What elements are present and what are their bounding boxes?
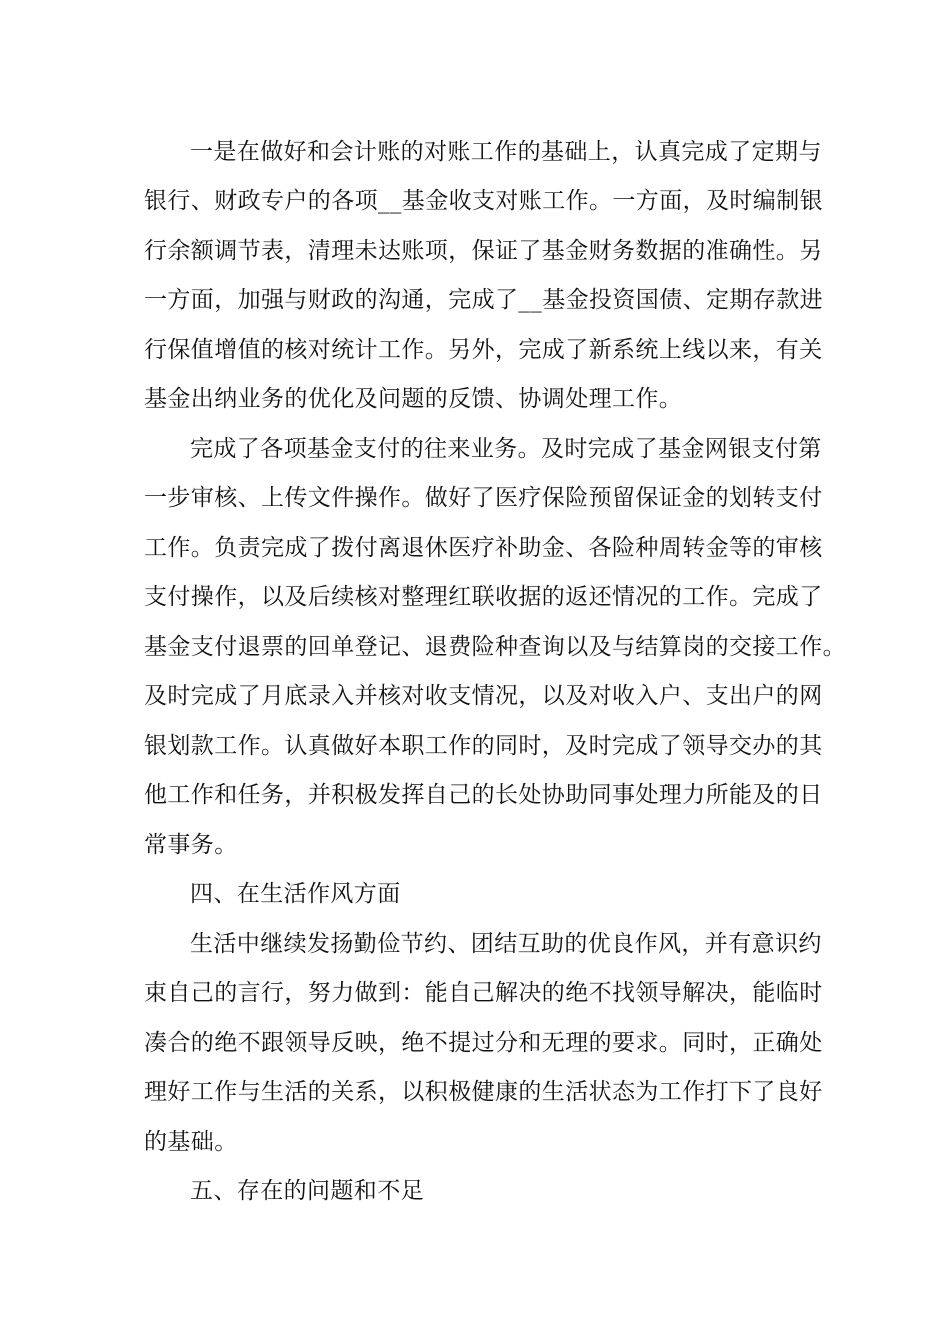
section-heading-4: 四、在生活作风方面 (190, 881, 401, 907)
paragraph-2-line-3: 工作。负责完成了拨付离退休医疗补助金、各险种周转金等的审核 (144, 535, 823, 561)
paragraph-2-line-9: 常事务。 (144, 832, 238, 858)
paragraph-1-line-4: 一方面，加强与财政的沟通，完成了__基金投资国债、定期存款进 (144, 287, 823, 313)
paragraph-2-line-7: 银划款工作。认真做好本职工作的同时，及时完成了领导交办的其 (144, 733, 823, 759)
paragraph-3-line-3: 凑合的绝不跟领导反映，绝不提过分和无理的要求。同时，正确处 (144, 1030, 823, 1056)
paragraph-2-line-8: 他工作和任务，并积极发挥自己的长处协助同事处理力所能及的日 (144, 782, 823, 808)
paragraph-2-line-5: 基金支付退票的回单登记、退费险种查询以及与结算岗的交接工作。 (144, 634, 846, 660)
paragraph-2-line-1: 完成了各项基金支付的往来业务。及时完成了基金网银支付第 (190, 436, 822, 462)
paragraph-2-line-6: 及时完成了月底录入并核对收支情况，以及对收入户、支出户的网 (144, 683, 823, 709)
paragraph-1-line-3: 行余额调节表，清理未达账项，保证了基金财务数据的准确性。另 (144, 238, 823, 264)
paragraph-1-line-6: 基金出纳业务的优化及问题的反馈、协调处理工作。 (144, 386, 683, 412)
paragraph-3-line-5: 的基础。 (144, 1129, 238, 1155)
paragraph-3-line-2: 束自己的言行，努力做到：能自己解决的绝不找领导解决，能临时 (144, 980, 823, 1006)
paragraph-1-line-2: 银行、财政专户的各项__基金收支对账工作。一方面，及时编制银 (144, 188, 823, 214)
section-heading-5: 五、存在的问题和不足 (190, 1178, 424, 1204)
paragraph-1-line-5: 行保值增值的核对统计工作。另外，完成了新系统上线以来，有关 (144, 337, 823, 363)
paragraph-2-line-2: 一步审核、上传文件操作。做好了医疗保险预留保证金的划转支付 (144, 485, 823, 511)
paragraph-2-line-4: 支付操作，以及后续核对整理红联收据的返还情况的工作。完成了 (144, 584, 823, 610)
paragraph-3-line-4: 理好工作与生活的关系，以积极健康的生活状态为工作打下了良好 (144, 1079, 823, 1105)
paragraph-1-line-1: 一是在做好和会计账的对账工作的基础上，认真完成了定期与 (190, 139, 822, 165)
paragraph-3-line-1: 生活中继续发扬勤俭节约、团结互助的优良作风，并有意识约 (190, 931, 822, 957)
